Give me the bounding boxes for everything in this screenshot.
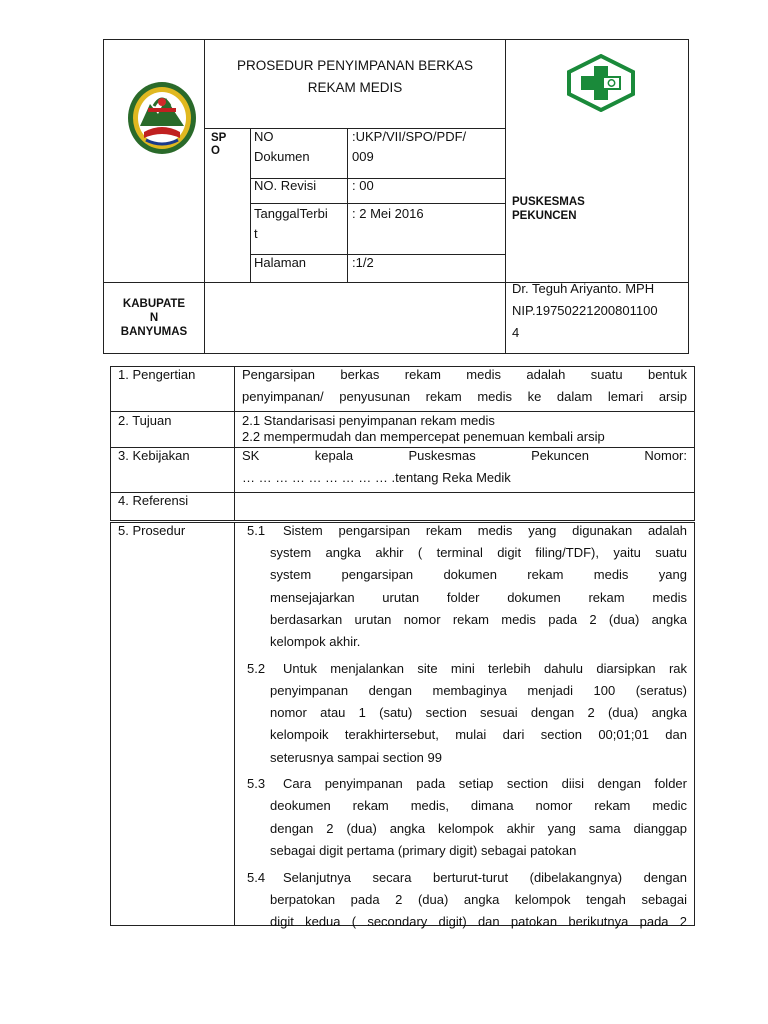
signer-name: Dr. Teguh Ariyanto. MPH <box>512 281 655 296</box>
prosedur-step-text: berpatokan pada 2 (dua) angka kelompok tengah sebagai <box>270 891 687 907</box>
prosedur-step-text: seterusnya sampai section 99 <box>270 749 442 765</box>
prosedur-label: 5. Prosedur <box>118 523 186 538</box>
kebijakan-text-2: … … … … … … … … … .tentang Reka Medik <box>242 470 511 485</box>
prosedur-step-number: 5.3 <box>247 776 266 792</box>
prosedur-step-text: Cara penyimpanan pada setiap section diisi dengan folder <box>283 776 687 792</box>
kabupaten-line1: KABUPATE <box>122 298 186 310</box>
no-dokumen-label: NO <box>254 129 274 144</box>
halaman-label: Halaman <box>254 255 307 270</box>
spo-label-line2: O <box>211 145 220 157</box>
prosedur-step-text: Untuk menjalankan site mini terlebih dahulu diarsipkan rak <box>283 660 687 676</box>
prosedur-step-text: system angka akhir ( terminal digit filing/TDF), yaitu suatu <box>270 545 687 561</box>
signer-nip: NIP.19750221200801100 <box>512 303 658 318</box>
org-name-line2: PEKUNCEN <box>512 210 577 222</box>
signer-nip-2: 4 <box>512 325 520 340</box>
referensi-label: 4. Referensi <box>118 493 189 508</box>
prosedur-step-text: sebagai digit pertama (primary digit) sebagai patokan <box>270 842 577 858</box>
tujuan-item-1: 2.1 Standarisasi penyimpanan rekam medis <box>242 413 495 428</box>
halaman-value: :1/2 <box>352 255 374 270</box>
banyumas-emblem-icon <box>126 80 198 156</box>
document-title-line1: PROSEDUR PENYIMPANAN BERKAS <box>236 58 474 73</box>
prosedur-step-text: deokumen rekam medis, dimana nomor rekam medic <box>270 798 687 814</box>
puskesmas-logo-icon <box>567 54 635 112</box>
prosedur-step-text: penyimpanan dengan membaginya menjadi 100 (seratus) <box>270 682 687 698</box>
kebijakan-text: SK kepala Puskesmas Pekuncen Nomor: <box>242 448 687 463</box>
no-revisi-value: : 00 <box>352 178 374 193</box>
kabupaten-line3: BANYUMAS <box>120 326 188 338</box>
kabupaten-line2: N <box>149 312 159 324</box>
org-name-line1: PUSKESMAS <box>512 196 585 208</box>
prosedur-step-text: system pengarsipan dokumen rekam medis yang <box>270 567 687 583</box>
prosedur-step-text: digit kedua ( secondary digit) dan patokan berikutnya pada 2 <box>270 913 687 929</box>
prosedur-step-text: berdasarkan urutan nomor rekam medis pada 2 (dua) angka <box>270 611 687 627</box>
prosedur-step-text: Selanjutnya secara berturut-turut (dibelakangnya) dengan <box>283 869 687 885</box>
prosedur-step-text: dengan 2 (dua) angka kelompok akhir yang sama dianggap <box>270 820 687 836</box>
spo-label-line1: SP <box>211 132 227 144</box>
no-dokumen-value: :UKP/VII/SPO/PDF/ <box>352 129 467 144</box>
no-revisi-label: NO. Revisi <box>254 178 317 193</box>
tanggal-terbit-value: : 2 Mei 2016 <box>352 206 424 221</box>
prosedur-step-number: 5.2 <box>247 660 266 676</box>
no-dokumen-label-2: Dokumen <box>254 149 310 164</box>
pengertian-text-2: penyimpanan/ penyusunan rekam medis ke dalam lemari arsip <box>242 389 687 404</box>
prosedur-step-text: Sistem pengarsipan rekam medis yang digunakan adalah <box>283 523 687 538</box>
prosedur-step-number: 5.1 <box>247 523 266 538</box>
prosedur-step-text: kelompoik terakhirtersebut, mulai dari section 00;01;01 dan <box>270 727 687 743</box>
tanggal-terbit-label: TanggalTerbi <box>254 206 328 221</box>
pengertian-text: Pengarsipan berkas rekam medis adalah suatu bentuk <box>242 367 687 382</box>
no-dokumen-value-2: 009 <box>352 149 374 164</box>
prosedur-step-text: kelompok akhir. <box>270 634 361 649</box>
prosedur-step-text: nomor atau 1 (satu) section sesuai dengan 2 (dua) angka <box>270 705 687 721</box>
tujuan-item-2: 2.2 mempermudah dan mempercepat penemuan kembali arsip <box>242 429 605 444</box>
kebijakan-label: 3. Kebijakan <box>118 448 190 463</box>
prosedur-step-text: mensejajarkan urutan folder dokumen rekam medis <box>270 589 687 605</box>
document-title-line2: REKAM MEDIS <box>307 80 403 95</box>
pengertian-label: 1. Pengertian <box>118 367 196 382</box>
prosedur-step-number: 5.4 <box>247 869 266 885</box>
tujuan-label: 2. Tujuan <box>118 413 172 428</box>
tanggal-terbit-label-2: t <box>254 226 258 241</box>
